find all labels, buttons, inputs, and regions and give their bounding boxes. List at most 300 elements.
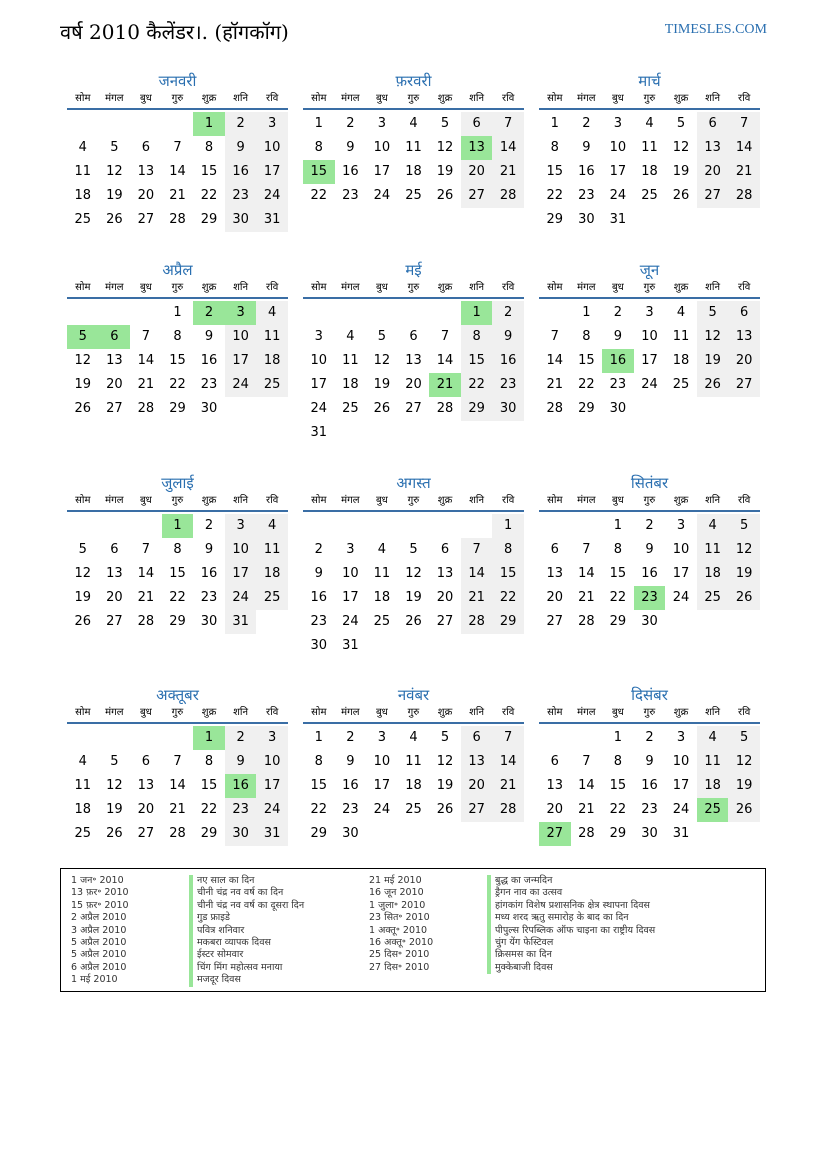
holiday-day-cell[interactable]: 1 — [193, 112, 225, 136]
day-cell[interactable]: 27 — [697, 184, 729, 208]
day-cell[interactable]: 9 — [645, 542, 654, 557]
day-cell[interactable]: 27 — [106, 401, 123, 416]
day-cell[interactable]: 7 — [173, 140, 182, 155]
day-cell[interactable]: 7 — [492, 726, 524, 750]
day-cell[interactable]: 17 — [641, 353, 658, 368]
day-cell[interactable]: 23 — [225, 798, 257, 822]
holiday-day-cell[interactable]: 16 — [225, 774, 257, 798]
day-cell[interactable]: 13 — [728, 325, 760, 349]
day-cell[interactable]: 14 — [137, 566, 155, 581]
day-cell[interactable]: 1 — [314, 730, 323, 745]
day-cell[interactable]: 27 — [436, 614, 454, 629]
day-cell[interactable]: 21 — [461, 586, 493, 610]
day-cell[interactable]: 10 — [672, 754, 690, 769]
day-cell[interactable]: 24 — [225, 373, 257, 397]
day-cell[interactable]: 6 — [728, 301, 760, 325]
day-cell[interactable]: 8 — [492, 538, 524, 562]
holiday-day-cell[interactable]: 25 — [697, 798, 729, 822]
day-cell[interactable]: 21 — [492, 774, 524, 798]
day-cell[interactable]: 17 — [256, 774, 288, 798]
day-cell[interactable]: 29 — [169, 401, 186, 416]
day-cell[interactable]: 30 — [225, 208, 257, 232]
day-cell[interactable]: 28 — [578, 826, 595, 841]
day-cell[interactable]: 4 — [256, 301, 288, 325]
day-cell[interactable]: 25 — [342, 401, 359, 416]
day-cell[interactable]: 3 — [613, 116, 623, 131]
day-cell[interactable]: 27 — [137, 826, 155, 841]
day-cell[interactable]: 18 — [256, 562, 288, 586]
day-cell[interactable]: 14 — [137, 353, 155, 368]
day-cell[interactable]: 26 — [436, 802, 454, 817]
day-cell[interactable]: 7 — [141, 542, 151, 557]
day-cell[interactable]: 8 — [204, 140, 214, 155]
day-cell[interactable]: 24 — [641, 377, 658, 392]
day-cell[interactable]: 16 — [225, 160, 257, 184]
day-cell[interactable]: 4 — [409, 730, 418, 745]
day-cell[interactable]: 19 — [373, 377, 391, 392]
day-cell[interactable]: 26 — [697, 373, 729, 397]
day-cell[interactable]: 5 — [728, 726, 760, 750]
site-link[interactable]: TIMESLES.COM — [664, 22, 767, 37]
day-cell[interactable]: 22 — [609, 590, 627, 605]
day-cell[interactable]: 18 — [373, 590, 391, 605]
day-cell[interactable]: 11 — [256, 325, 288, 349]
day-cell[interactable]: 17 — [672, 566, 690, 581]
day-cell[interactable]: 29 — [461, 397, 493, 421]
day-cell[interactable]: 18 — [672, 353, 690, 368]
day-cell[interactable]: 26 — [405, 614, 422, 629]
day-cell[interactable]: 2 — [225, 112, 257, 136]
day-cell[interactable]: 8 — [173, 329, 182, 344]
day-cell[interactable]: 22 — [310, 802, 328, 817]
day-cell[interactable]: 3 — [225, 514, 257, 538]
day-cell[interactable]: 13 — [436, 566, 454, 581]
day-cell[interactable]: 17 — [609, 164, 627, 179]
day-cell[interactable]: 4 — [645, 116, 654, 131]
day-cell[interactable]: 5 — [676, 116, 686, 131]
day-cell[interactable]: 3 — [346, 542, 355, 557]
day-cell[interactable]: 6 — [550, 542, 559, 557]
day-cell[interactable]: 13 — [137, 778, 155, 793]
day-cell[interactable]: 24 — [373, 802, 391, 817]
day-cell[interactable]: 31 — [609, 212, 627, 227]
day-cell[interactable]: 30 — [310, 638, 328, 653]
day-cell[interactable]: 29 — [609, 614, 627, 629]
day-cell[interactable]: 19 — [106, 188, 123, 203]
day-cell[interactable]: 25 — [256, 586, 288, 610]
day-cell[interactable]: 19 — [74, 377, 92, 392]
day-cell[interactable]: 1 — [550, 116, 559, 131]
day-cell[interactable]: 2 — [492, 301, 524, 325]
day-cell[interactable]: 15 — [200, 164, 218, 179]
day-cell[interactable]: 19 — [106, 802, 123, 817]
day-cell[interactable]: 9 — [225, 750, 257, 774]
day-cell[interactable]: 21 — [169, 188, 186, 203]
day-cell[interactable]: 12 — [74, 566, 92, 581]
day-cell[interactable]: 3 — [377, 116, 387, 131]
day-cell[interactable]: 9 — [613, 329, 623, 344]
day-cell[interactable]: 16 — [492, 349, 524, 373]
day-cell[interactable]: 10 — [225, 538, 257, 562]
day-cell[interactable]: 23 — [578, 188, 595, 203]
day-cell[interactable]: 26 — [728, 798, 760, 822]
day-cell[interactable]: 17 — [225, 349, 257, 373]
day-cell[interactable]: 6 — [141, 140, 151, 155]
day-cell[interactable]: 4 — [256, 514, 288, 538]
day-cell[interactable]: 17 — [256, 160, 288, 184]
day-cell[interactable]: 13 — [137, 164, 155, 179]
day-cell[interactable]: 24 — [310, 401, 328, 416]
day-cell[interactable]: 19 — [436, 164, 454, 179]
day-cell[interactable]: 8 — [173, 542, 182, 557]
day-cell[interactable]: 22 — [492, 586, 524, 610]
day-cell[interactable]: 26 — [106, 212, 123, 227]
day-cell[interactable]: 14 — [436, 353, 454, 368]
day-cell[interactable]: 24 — [256, 798, 288, 822]
day-cell[interactable]: 22 — [461, 373, 493, 397]
day-cell[interactable]: 27 — [137, 212, 155, 227]
day-cell[interactable]: 14 — [492, 136, 524, 160]
day-cell[interactable]: 11 — [641, 140, 658, 155]
day-cell[interactable]: 31 — [256, 822, 288, 846]
day-cell[interactable]: 26 — [373, 401, 391, 416]
day-cell[interactable]: 15 — [200, 778, 218, 793]
day-cell[interactable]: 19 — [405, 590, 422, 605]
day-cell[interactable]: 16 — [578, 164, 595, 179]
day-cell[interactable]: 28 — [169, 212, 186, 227]
day-cell[interactable]: 15 — [546, 164, 564, 179]
day-cell[interactable]: 21 — [578, 590, 595, 605]
day-cell[interactable]: 11 — [405, 140, 422, 155]
day-cell[interactable]: 17 — [225, 562, 257, 586]
day-cell[interactable]: 3 — [377, 730, 387, 745]
day-cell[interactable]: 5 — [440, 116, 450, 131]
day-cell[interactable]: 22 — [310, 188, 328, 203]
day-cell[interactable]: 25 — [373, 614, 391, 629]
day-cell[interactable]: 4 — [697, 726, 729, 750]
day-cell[interactable]: 30 — [492, 397, 524, 421]
day-cell[interactable]: 17 — [342, 590, 359, 605]
day-cell[interactable]: 25 — [405, 802, 422, 817]
day-cell[interactable]: 9 — [582, 140, 591, 155]
day-cell[interactable]: 8 — [461, 325, 493, 349]
day-cell[interactable]: 17 — [373, 778, 391, 793]
day-cell[interactable]: 10 — [256, 750, 288, 774]
day-cell[interactable]: 14 — [169, 778, 186, 793]
day-cell[interactable]: 16 — [342, 778, 359, 793]
day-cell[interactable]: 15 — [609, 566, 627, 581]
day-cell[interactable]: 4 — [676, 305, 686, 320]
day-cell[interactable]: 23 — [200, 377, 218, 392]
day-cell[interactable]: 26 — [672, 188, 690, 203]
day-cell[interactable]: 9 — [204, 542, 214, 557]
day-cell[interactable]: 2 — [346, 730, 355, 745]
day-cell[interactable]: 20 — [137, 188, 155, 203]
day-cell[interactable]: 9 — [225, 136, 257, 160]
day-cell[interactable]: 9 — [346, 754, 355, 769]
day-cell[interactable]: 8 — [314, 754, 323, 769]
day-cell[interactable]: 20 — [106, 590, 123, 605]
day-cell[interactable]: 6 — [409, 329, 418, 344]
day-cell[interactable]: 23 — [310, 614, 328, 629]
day-cell[interactable]: 18 — [697, 774, 729, 798]
day-cell[interactable]: 1 — [582, 305, 591, 320]
day-cell[interactable]: 2 — [645, 730, 654, 745]
day-cell[interactable]: 29 — [200, 212, 218, 227]
day-cell[interactable]: 7 — [582, 542, 591, 557]
day-cell[interactable]: 24 — [672, 802, 690, 817]
day-cell[interactable]: 18 — [405, 164, 422, 179]
day-cell[interactable]: 27 — [106, 614, 123, 629]
day-cell[interactable]: 18 — [74, 802, 92, 817]
day-cell[interactable]: 4 — [409, 116, 418, 131]
day-cell[interactable]: 25 — [74, 826, 92, 841]
day-cell[interactable]: 27 — [461, 184, 493, 208]
day-cell[interactable]: 11 — [672, 329, 690, 344]
holiday-day-cell[interactable]: 23 — [634, 586, 666, 610]
day-cell[interactable]: 1 — [613, 730, 623, 745]
holiday-day-cell[interactable]: 3 — [225, 301, 257, 325]
day-cell[interactable]: 16 — [200, 353, 218, 368]
day-cell[interactable]: 9 — [204, 329, 214, 344]
day-cell[interactable]: 28 — [492, 184, 524, 208]
day-cell[interactable]: 11 — [373, 566, 391, 581]
holiday-day-cell[interactable]: 15 — [303, 160, 335, 184]
day-cell[interactable]: 22 — [169, 590, 186, 605]
day-cell[interactable]: 29 — [578, 401, 595, 416]
day-cell[interactable]: 20 — [405, 377, 422, 392]
day-cell[interactable]: 3 — [256, 726, 288, 750]
day-cell[interactable]: 18 — [74, 188, 92, 203]
day-cell[interactable]: 29 — [492, 610, 524, 634]
day-cell[interactable]: 19 — [728, 562, 760, 586]
day-cell[interactable]: 8 — [613, 542, 623, 557]
day-cell[interactable]: 19 — [728, 774, 760, 798]
day-cell[interactable]: 3 — [645, 305, 654, 320]
day-cell[interactable]: 22 — [200, 188, 218, 203]
day-cell[interactable]: 4 — [78, 140, 87, 155]
day-cell[interactable]: 28 — [578, 614, 595, 629]
day-cell[interactable]: 20 — [436, 590, 454, 605]
day-cell[interactable]: 4 — [78, 754, 87, 769]
day-cell[interactable]: 15 — [169, 566, 186, 581]
day-cell[interactable]: 5 — [110, 754, 119, 769]
day-cell[interactable]: 28 — [492, 798, 524, 822]
day-cell[interactable]: 18 — [342, 377, 359, 392]
day-cell[interactable]: 13 — [405, 353, 422, 368]
day-cell[interactable]: 12 — [436, 754, 454, 769]
day-cell[interactable]: 5 — [110, 140, 119, 155]
day-cell[interactable]: 15 — [461, 349, 493, 373]
day-cell[interactable]: 19 — [74, 590, 92, 605]
day-cell[interactable]: 17 — [310, 377, 328, 392]
day-cell[interactable]: 28 — [546, 401, 564, 416]
day-cell[interactable]: 13 — [106, 566, 123, 581]
day-cell[interactable]: 31 — [342, 638, 359, 653]
holiday-day-cell[interactable]: 1 — [193, 726, 225, 750]
holiday-day-cell[interactable]: 13 — [461, 136, 493, 160]
day-cell[interactable]: 2 — [346, 116, 355, 131]
day-cell[interactable]: 12 — [106, 164, 123, 179]
day-cell[interactable]: 3 — [314, 329, 323, 344]
day-cell[interactable]: 19 — [672, 164, 690, 179]
day-cell[interactable]: 25 — [256, 373, 288, 397]
day-cell[interactable]: 17 — [672, 778, 690, 793]
day-cell[interactable]: 10 — [225, 325, 257, 349]
day-cell[interactable]: 31 — [256, 208, 288, 232]
day-cell[interactable]: 11 — [74, 778, 92, 793]
day-cell[interactable]: 6 — [550, 754, 559, 769]
day-cell[interactable]: 30 — [342, 826, 359, 841]
holiday-day-cell[interactable]: 21 — [429, 373, 461, 397]
day-cell[interactable]: 1 — [314, 116, 323, 131]
day-cell[interactable]: 19 — [697, 349, 729, 373]
day-cell[interactable]: 15 — [169, 353, 186, 368]
day-cell[interactable]: 12 — [697, 325, 729, 349]
day-cell[interactable]: 14 — [492, 750, 524, 774]
day-cell[interactable]: 5 — [697, 301, 729, 325]
day-cell[interactable]: 6 — [461, 112, 493, 136]
day-cell[interactable]: 9 — [645, 754, 654, 769]
day-cell[interactable]: 9 — [346, 140, 355, 155]
day-cell[interactable]: 21 — [137, 377, 155, 392]
day-cell[interactable]: 11 — [405, 754, 422, 769]
day-cell[interactable]: 27 — [461, 798, 493, 822]
day-cell[interactable]: 31 — [672, 826, 690, 841]
day-cell[interactable]: 23 — [200, 590, 218, 605]
day-cell[interactable]: 15 — [310, 778, 328, 793]
day-cell[interactable]: 30 — [225, 822, 257, 846]
day-cell[interactable]: 12 — [436, 140, 454, 155]
day-cell[interactable]: 7 — [582, 754, 591, 769]
day-cell[interactable]: 1 — [613, 518, 623, 533]
day-cell[interactable]: 2 — [645, 518, 654, 533]
day-cell[interactable]: 5 — [728, 514, 760, 538]
day-cell[interactable]: 18 — [697, 562, 729, 586]
day-cell[interactable]: 8 — [550, 140, 559, 155]
day-cell[interactable]: 15 — [492, 562, 524, 586]
day-cell[interactable]: 16 — [641, 566, 658, 581]
day-cell[interactable]: 15 — [609, 778, 627, 793]
day-cell[interactable]: 14 — [578, 566, 595, 581]
day-cell[interactable]: 21 — [137, 590, 155, 605]
day-cell[interactable]: 26 — [436, 188, 454, 203]
day-cell[interactable]: 20 — [546, 802, 564, 817]
day-cell[interactable]: 25 — [74, 212, 92, 227]
day-cell[interactable]: 3 — [676, 730, 686, 745]
day-cell[interactable]: 19 — [436, 778, 454, 793]
day-cell[interactable]: 3 — [256, 112, 288, 136]
day-cell[interactable]: 4 — [346, 329, 355, 344]
day-cell[interactable]: 29 — [546, 212, 564, 227]
day-cell[interactable]: 11 — [256, 538, 288, 562]
day-cell[interactable]: 24 — [225, 586, 257, 610]
day-cell[interactable]: 5 — [78, 542, 87, 557]
day-cell[interactable]: 22 — [609, 802, 627, 817]
day-cell[interactable]: 28 — [461, 610, 493, 634]
day-cell[interactable]: 12 — [74, 353, 92, 368]
day-cell[interactable]: 10 — [373, 140, 391, 155]
day-cell[interactable]: 29 — [169, 614, 186, 629]
day-cell[interactable]: 23 — [225, 184, 257, 208]
day-cell[interactable]: 8 — [204, 754, 214, 769]
day-cell[interactable]: 25 — [405, 188, 422, 203]
day-cell[interactable]: 29 — [200, 826, 218, 841]
day-cell[interactable]: 24 — [342, 614, 359, 629]
day-cell[interactable]: 13 — [546, 566, 564, 581]
day-cell[interactable]: 20 — [697, 160, 729, 184]
holiday-day-cell[interactable]: 16 — [602, 349, 634, 373]
day-cell[interactable]: 1 — [492, 514, 524, 538]
day-cell[interactable]: 11 — [697, 538, 729, 562]
day-cell[interactable]: 23 — [492, 373, 524, 397]
day-cell[interactable]: 7 — [141, 329, 151, 344]
day-cell[interactable]: 28 — [728, 184, 760, 208]
day-cell[interactable]: 22 — [546, 188, 564, 203]
day-cell[interactable]: 28 — [137, 614, 155, 629]
holiday-day-cell[interactable]: 27 — [539, 822, 571, 846]
day-cell[interactable]: 31 — [310, 425, 328, 440]
day-cell[interactable]: 16 — [641, 778, 658, 793]
day-cell[interactable]: 14 — [728, 136, 760, 160]
day-cell[interactable]: 14 — [578, 778, 595, 793]
day-cell[interactable]: 22 — [200, 802, 218, 817]
day-cell[interactable]: 9 — [492, 325, 524, 349]
day-cell[interactable]: 18 — [641, 164, 658, 179]
day-cell[interactable]: 6 — [110, 542, 119, 557]
day-cell[interactable]: 16 — [200, 566, 218, 581]
day-cell[interactable]: 25 — [641, 188, 658, 203]
day-cell[interactable]: 6 — [461, 726, 493, 750]
day-cell[interactable]: 2 — [613, 305, 623, 320]
day-cell[interactable]: 10 — [310, 353, 328, 368]
day-cell[interactable]: 5 — [440, 730, 450, 745]
holiday-day-cell[interactable]: 2 — [193, 301, 225, 325]
day-cell[interactable]: 7 — [492, 112, 524, 136]
holiday-day-cell[interactable]: 1 — [461, 301, 493, 325]
day-cell[interactable]: 10 — [641, 329, 658, 344]
day-cell[interactable]: 23 — [342, 802, 359, 817]
day-cell[interactable]: 21 — [546, 377, 564, 392]
day-cell[interactable]: 10 — [373, 754, 391, 769]
day-cell[interactable]: 22 — [578, 377, 595, 392]
day-cell[interactable]: 26 — [728, 586, 760, 610]
day-cell[interactable]: 15 — [578, 353, 595, 368]
day-cell[interactable]: 16 — [342, 164, 359, 179]
day-cell[interactable]: 7 — [173, 754, 182, 769]
day-cell[interactable]: 10 — [672, 542, 690, 557]
day-cell[interactable]: 2 — [582, 116, 591, 131]
day-cell[interactable]: 4 — [697, 514, 729, 538]
day-cell[interactable]: 10 — [256, 136, 288, 160]
day-cell[interactable]: 4 — [377, 542, 387, 557]
day-cell[interactable]: 23 — [609, 377, 627, 392]
day-cell[interactable]: 30 — [200, 614, 218, 629]
day-cell[interactable]: 26 — [74, 401, 92, 416]
day-cell[interactable]: 12 — [106, 778, 123, 793]
day-cell[interactable]: 20 — [728, 349, 760, 373]
day-cell[interactable]: 20 — [106, 377, 123, 392]
day-cell[interactable]: 30 — [609, 401, 627, 416]
day-cell[interactable]: 27 — [546, 614, 564, 629]
day-cell[interactable]: 21 — [169, 802, 186, 817]
day-cell[interactable]: 24 — [373, 188, 391, 203]
day-cell[interactable]: 17 — [373, 164, 391, 179]
day-cell[interactable]: 14 — [546, 353, 564, 368]
day-cell[interactable]: 31 — [225, 610, 257, 634]
day-cell[interactable]: 14 — [169, 164, 186, 179]
day-cell[interactable]: 25 — [697, 586, 729, 610]
